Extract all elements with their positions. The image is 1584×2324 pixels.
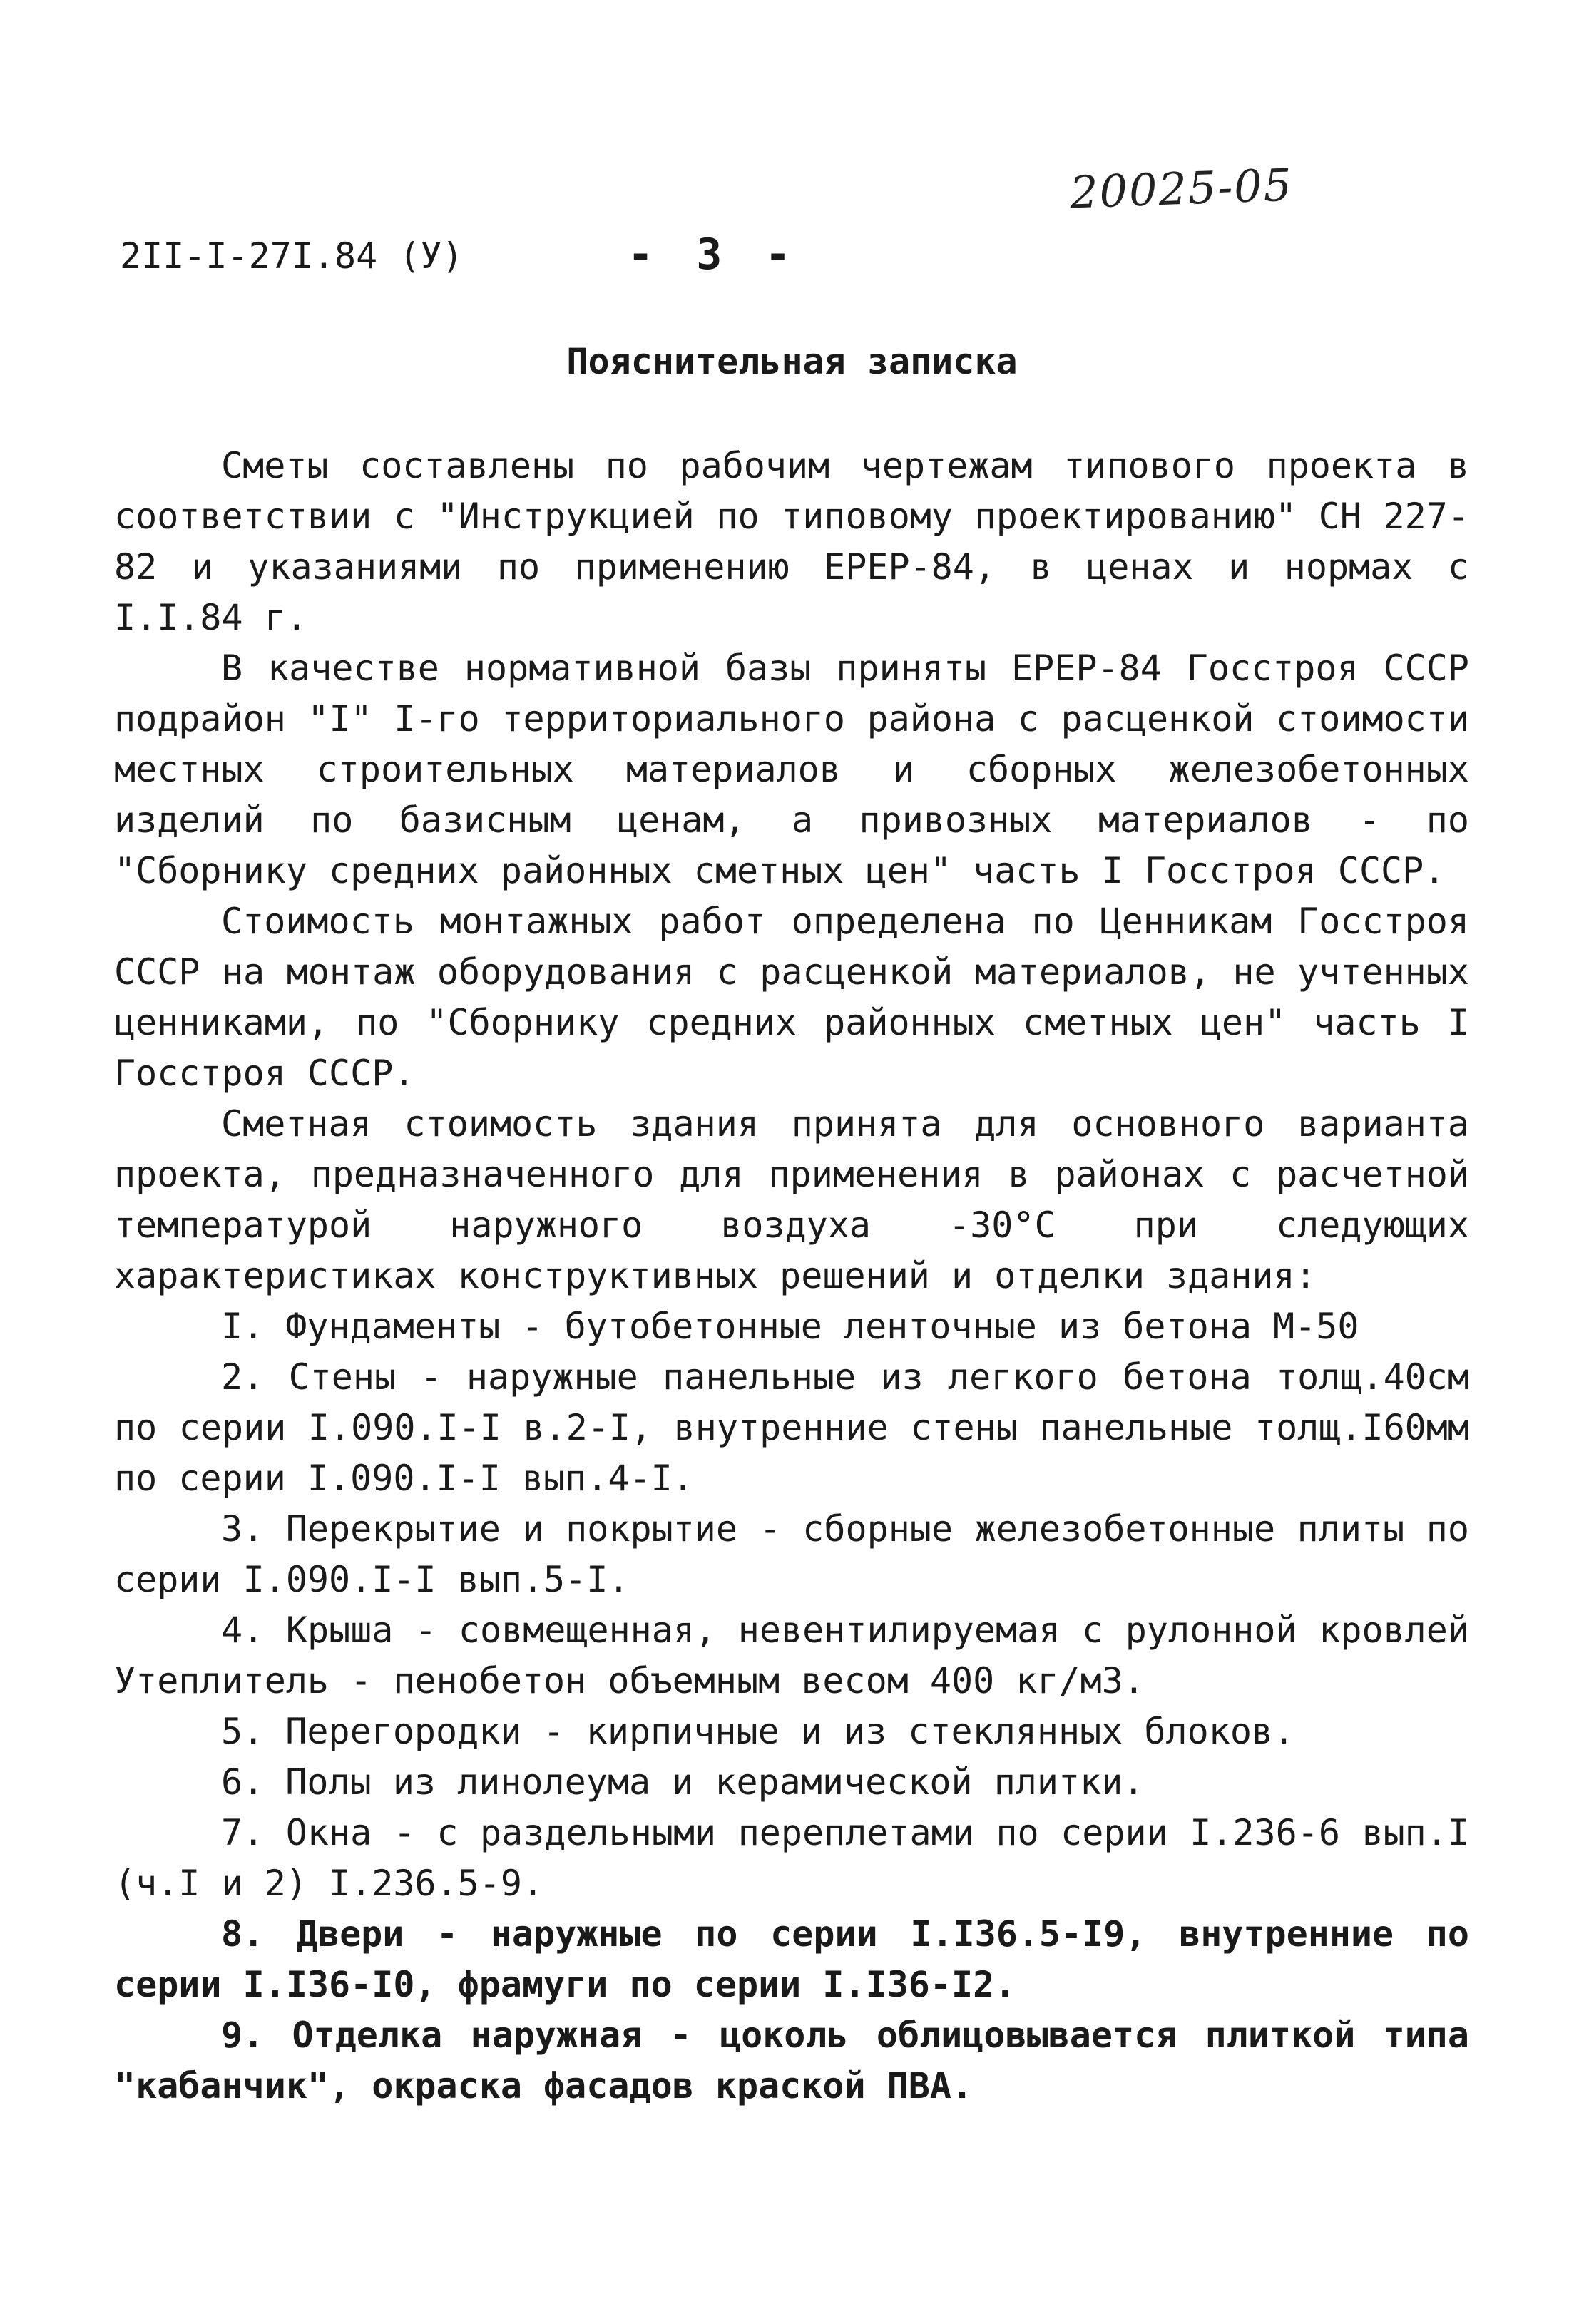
page-number: - 3 - (628, 230, 799, 280)
list-item-6: 6. Полы из линолеума и керамической плитки. (221, 1761, 1145, 1803)
list-item-8: 8. Двери - наружные по серии I.I36.5-I9, внутренние по серии I.I36-I0, фрамуги по серии I.I36-I2. (114, 1913, 1469, 2005)
page-title: Пояснительная записка (566, 341, 1018, 382)
list-item-9: 9. Отделка наружная - цоколь облицовывается плиткой типа "кабанчик", окраска фасадов краской ПВА. (114, 2015, 1469, 2107)
list-item-7: 7. Окна - с раздельными переплетами по серии I.236-6 вып.I (ч.I и 2) I.236.5-9. (114, 1812, 1469, 1904)
paragraph-2: В качестве нормативной базы приняты ЕРЕР-84 Госстроя СССР подрайон "I" I-го территориального района с расценкой стоимости местных строительных материалов и сборных железобетонных изделий по базисным ценам, а привозных материалов - по "Сборнику средних районных сметных цен" часть I Госстроя СССР. (114, 647, 1469, 891)
document-body (114, 441, 1469, 2111)
list-item-5: 5. Перегородки - кирпичные и из стеклянных блоков. (221, 1711, 1295, 1752)
list-item-3: 3. Перекрытие и покрытие - сборные железобетонные плиты по серии I.090.I-I вып.5-I. (114, 1508, 1469, 1600)
list-item-2: 2. Стены - наружные панельные из легкого бетона толщ.40см по серии I.090.I-I в.2-I, внутренние стены панельные толщ.I60мм по серии I.090.I-I вып.4-I. (114, 1356, 1469, 1499)
document-code: 2II-I-27I.84 (У) (120, 235, 464, 277)
list-item-4: 4. Крыша - совмещенная, невентилируемая с рулонной кровлей Утеплитель - пенобетон объемным весом 400 кг/м3. (114, 1609, 1469, 1701)
handwritten-number: 20025-05 (1068, 158, 1294, 219)
list-item-1: I. Фундаменты - бутобетонные ленточные из бетона М-50 (221, 1306, 1359, 1347)
paragraph-4: Сметная стоимость здания принята для основного варианта проекта, предназначенного для применения в районах с расчетной температурой наружного воздуха -30°С при следующих характеристиках конструктивных решений и отделки здания: (114, 1103, 1469, 1296)
paragraph-3: Стоимость монтажных работ определена по Ценникам Госстроя СССР на монтаж оборудования с расценкой материалов, не учтенных ценниками, по "Сборнику средних районных сметных цен" часть I Госстроя СССР. (114, 901, 1469, 1094)
paragraph-1: Сметы составлены по рабочим чертежам типового проекта в соответствии с "Инструкцией по типовому проектированию" СН 227-82 и указаниями по применению ЕРЕР-84, в ценах и нормах с I.I.84 г. (114, 445, 1469, 638)
